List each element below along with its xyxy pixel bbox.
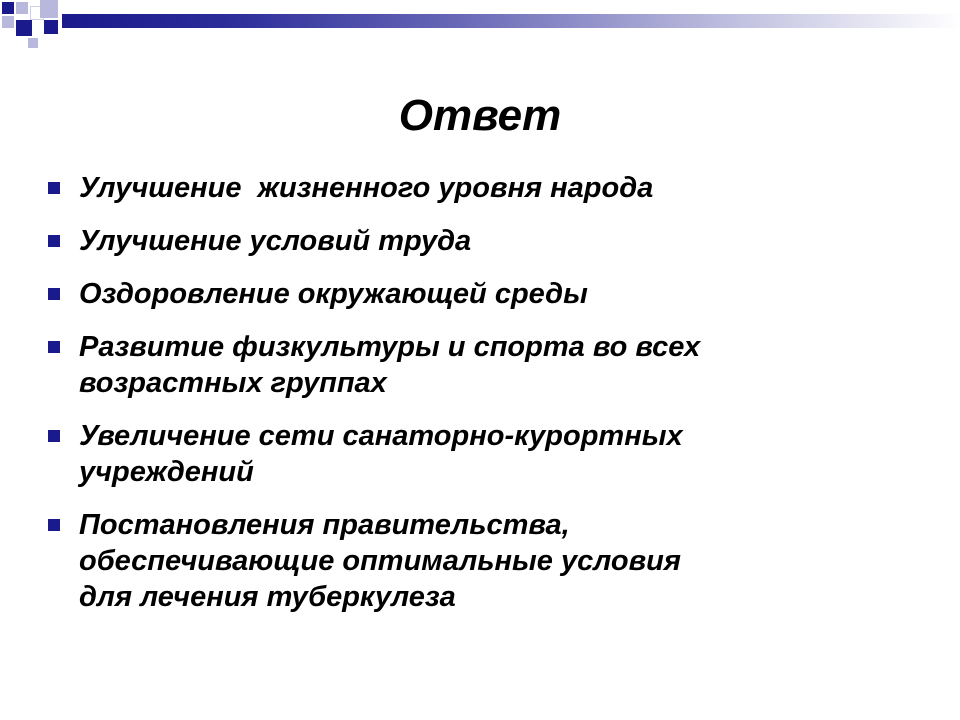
square-bullet-icon <box>48 341 60 353</box>
list-item <box>44 276 914 312</box>
deco-square <box>16 2 28 14</box>
deco-square <box>28 38 38 48</box>
square-bullet-icon <box>48 288 60 300</box>
deco-square <box>44 20 58 34</box>
list-item <box>44 418 914 490</box>
list-item <box>44 170 914 206</box>
header-decoration <box>0 0 960 60</box>
list-item <box>44 329 914 401</box>
list-item-text: Оздоровление окружающей среды <box>79 278 588 310</box>
list-item <box>44 507 914 615</box>
list-item-text: Постановления правительства, обеспечивающие оптимальные условия для лечения туберкулеза <box>79 509 681 613</box>
list-item-text: Увеличение сети санаторно-курортных учреждений <box>79 420 683 488</box>
slide-title: Ответ <box>398 91 562 140</box>
square-bullet-icon <box>48 182 60 194</box>
deco-square <box>16 20 32 36</box>
list-item-text: Улучшение условий труда <box>79 225 472 257</box>
list-item <box>44 223 914 259</box>
list-item-text: Развитие физкультуры и спорта во всех возрастных группах <box>79 331 701 399</box>
square-bullet-icon <box>48 519 60 531</box>
bullet-list <box>44 170 914 632</box>
deco-square <box>40 0 58 18</box>
list-item-text: Улучшение жизненного уровня народа <box>79 172 654 204</box>
header-gradient-bar <box>62 14 960 28</box>
square-bullet-icon <box>48 430 60 442</box>
square-bullet-icon <box>48 235 60 247</box>
deco-square <box>2 16 14 28</box>
deco-square <box>2 2 14 14</box>
